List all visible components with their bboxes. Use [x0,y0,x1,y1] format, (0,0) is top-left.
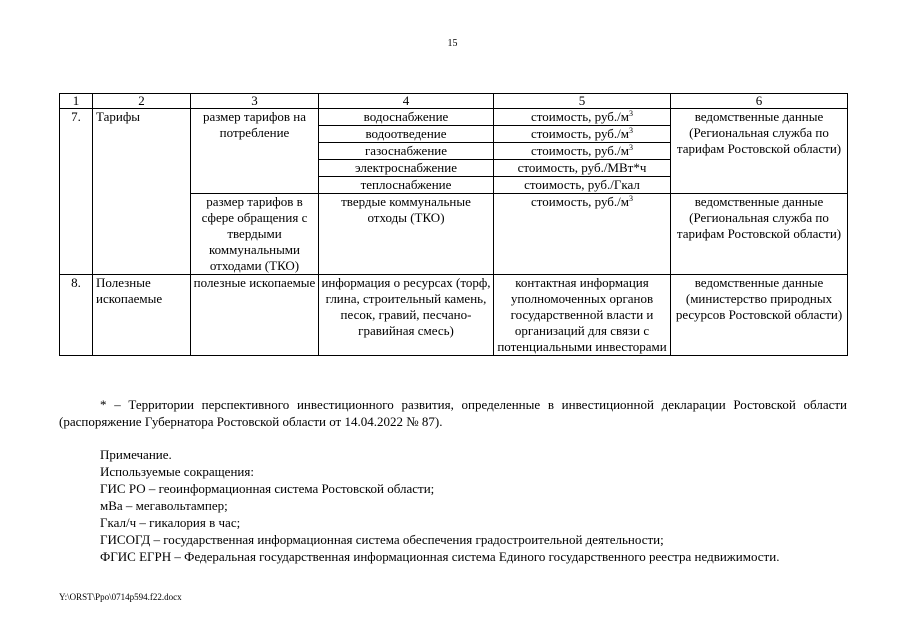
notes-title: Примечание. [100,447,172,462]
row-number: 7. [60,109,93,275]
row-number: 8. [60,275,93,356]
table-header-row [60,94,848,109]
abbreviation-item: ГИС РО – геоинформационная система Ростовской области; [100,481,435,496]
header-cell: 2 [93,94,191,109]
header-cell: 4 [319,94,494,109]
header-cell: 3 [191,94,319,109]
service-cell: водоснабжение [319,109,494,126]
description-cell: полезные ископаемые [191,275,319,356]
unit-cell: стоимость, $руб./м^3$ [494,109,671,126]
table-row [60,109,848,126]
source-cell: ведомственные данные (министерство природных ресурсов Ростовской области) [671,275,848,356]
unit-cell: стоимость, $руб./м^3$ [494,126,671,143]
abbreviation-item: мВа – мегавольтампер; [100,498,228,513]
page-number: 15 [447,38,458,49]
service-cell: информация о ресурсах (торф, глина, строительный камень, песок, гравий, песчано-гравийная смесь) [319,275,494,356]
description-cell: размер тарифов на потребление [191,109,319,194]
unit-cell: стоимость, $руб./м^3$ [494,194,671,275]
table-row [60,275,848,356]
header-cell: 5 [494,94,671,109]
service-cell: твердые коммунальные отходы (ТКО) [319,194,494,275]
category-cell: Полезные ископаемые [93,275,191,356]
service-cell: теплоснабжение [319,177,494,194]
service-cell: электроснабжение [319,160,494,177]
category-cell: Тарифы [93,109,191,275]
unit-cell: контактная информация уполномоченных органов государственной власти и организаций для связи с потенциальными инвесторами [494,275,671,356]
header-cell: 6 [671,94,848,109]
abbreviation-item: ГИСОГД – государственная информационная система обеспечения градостроительной деятельности; [100,532,664,547]
service-cell: газоснабжение [319,143,494,160]
file-path: Y:\ORST\Ppo\0714p594.f22.docx [59,592,182,602]
description-cell: размер тарифов в сфере обращения с твердыми коммунальными отходами (ТКО) [191,194,319,275]
header-cell: 1 [60,94,93,109]
data-table [59,93,848,356]
unit-cell: стоимость, руб./Гкал [494,177,671,194]
abbreviation-item: Гкал/ч – гикалория в час; [100,515,241,530]
abbreviation-item: ФГИС ЕГРН – Федеральная государственная информационная система Единого государственного реестра недвижимости. [100,549,780,564]
service-cell: водоотведение [319,126,494,143]
unit-cell: стоимость, руб./МВт*ч [494,160,671,177]
source-cell: ведомственные данные (Региональная служба по тарифам Ростовской области) [671,109,848,194]
notes-section [59,446,847,565]
notes-intro: Используемые сокращения: [100,464,254,479]
unit-cell: стоимость, $руб./м^3$ [494,143,671,160]
footnote: * – Территории перспективного инвестиционного развития, определенные в инвестиционной декларации Ростовской области (распоряжение Губернатора Ростовской области от 14.04.2022 № 87). [59,397,847,429]
source-cell: ведомственные данные (Региональная служба по тарифам Ростовской области) [671,194,848,275]
